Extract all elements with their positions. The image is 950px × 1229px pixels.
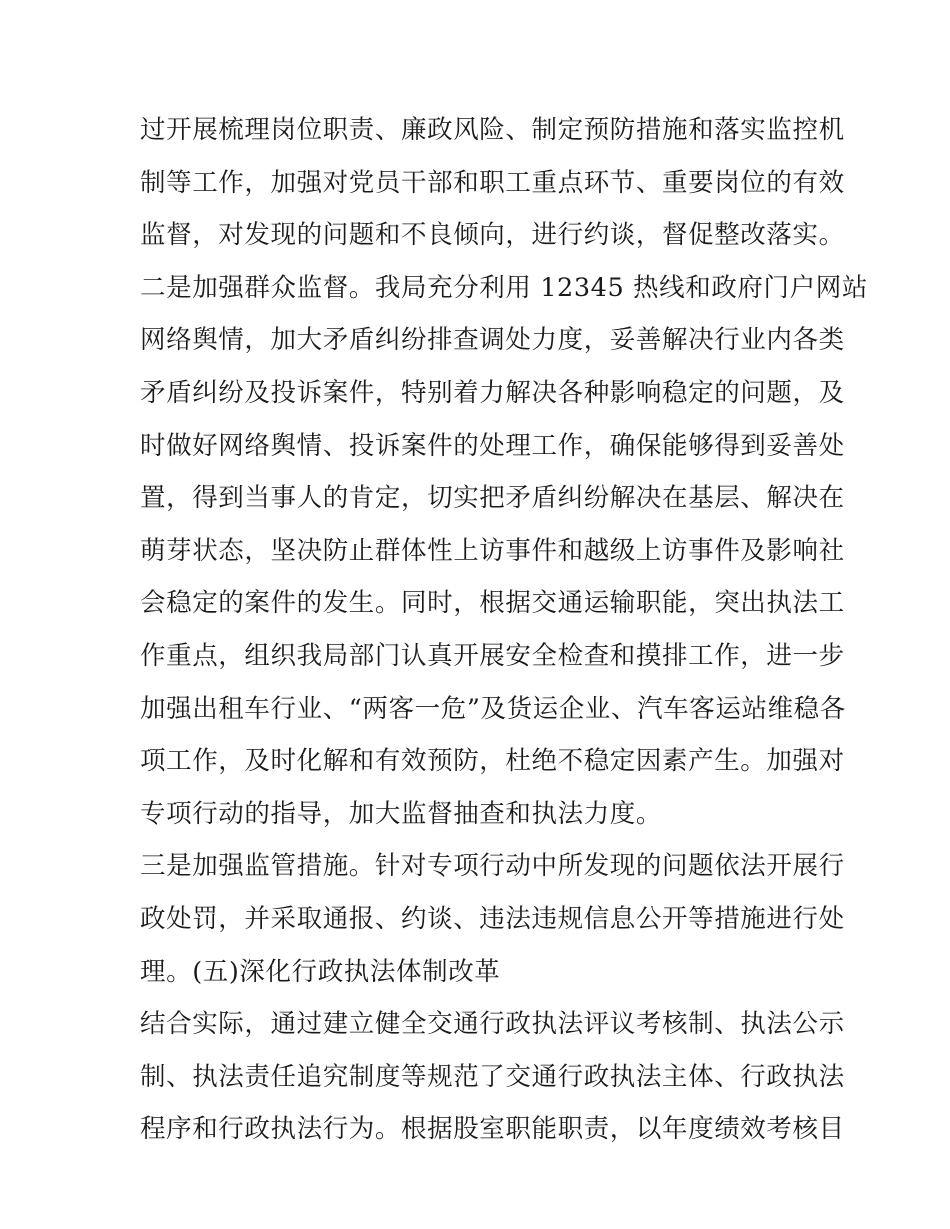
text-line: 理。(五)深化行政执法体制改革 — [140, 956, 501, 987]
text-line: 专项行动的指导，加大监督抽查和执法力度。 — [140, 798, 663, 829]
text-line: 会稳定的案件的发生。同时，根据交通运输职能，突出执法工 — [140, 588, 845, 619]
text-line: 项工作，及时化解和有效预防，杜绝不稳定因素产生。加强对 — [140, 746, 845, 777]
text-line: 作重点，组织我局部门认真开展安全检查和摸排工作，进一步 — [140, 640, 845, 671]
text-line: 过开展梳理岗位职责、廉政风险、制定预防措施和落实监控机 — [140, 115, 845, 145]
text-line: 加强出租车行业、“两客一危”及货运企业、汽车客运站维稳各 — [140, 693, 846, 724]
text-line: 制、执法责任追究制度等规范了交通行政执法主体、行政执法 — [140, 1061, 845, 1092]
text-line: 网络舆情，加大矛盾纠纷排查调处力度，妥善解决行业内各类 — [140, 325, 845, 356]
text-line: 矛盾纠纷及投诉案件，特别着力解决各种影响稳定的问题，及 — [140, 377, 845, 408]
text-line: 程序和行政执法行为。根据股室职能职责，以年度绩效考核目 — [140, 1114, 845, 1145]
text-line: 三是加强监管措施。针对专项行动中所发现的问题依法开展行 — [140, 851, 845, 882]
text-line: 监督，对发现的问题和不良倾向，进行约谈，督促整改落实。 — [140, 220, 845, 251]
text-line: 置，得到当事人的肯定，切实把矛盾纠纷解决在基层、解决在 — [140, 483, 845, 514]
text-line: 制等工作，加强对党员干部和职工重点环节、重要岗位的有效 — [140, 167, 845, 198]
text-line: 时做好网络舆情、投诉案件的处理工作，确保能够得到妥善处 — [140, 430, 845, 461]
text-line: 结合实际，通过建立健全交通行政执法评议考核制、执法公示 — [140, 1009, 845, 1040]
text-line: 二是加强群众监督。我局充分利用 12345 热线和政府门户网站 — [140, 272, 868, 303]
body-text — [140, 104, 868, 1156]
text-line: 政处罚，并采取通报、约谈、违法违规信息公开等措施进行处 — [140, 903, 845, 934]
text-line: 萌芽状态，坚决防止群体性上访事件和越级上访事件及影响社 — [140, 535, 845, 566]
